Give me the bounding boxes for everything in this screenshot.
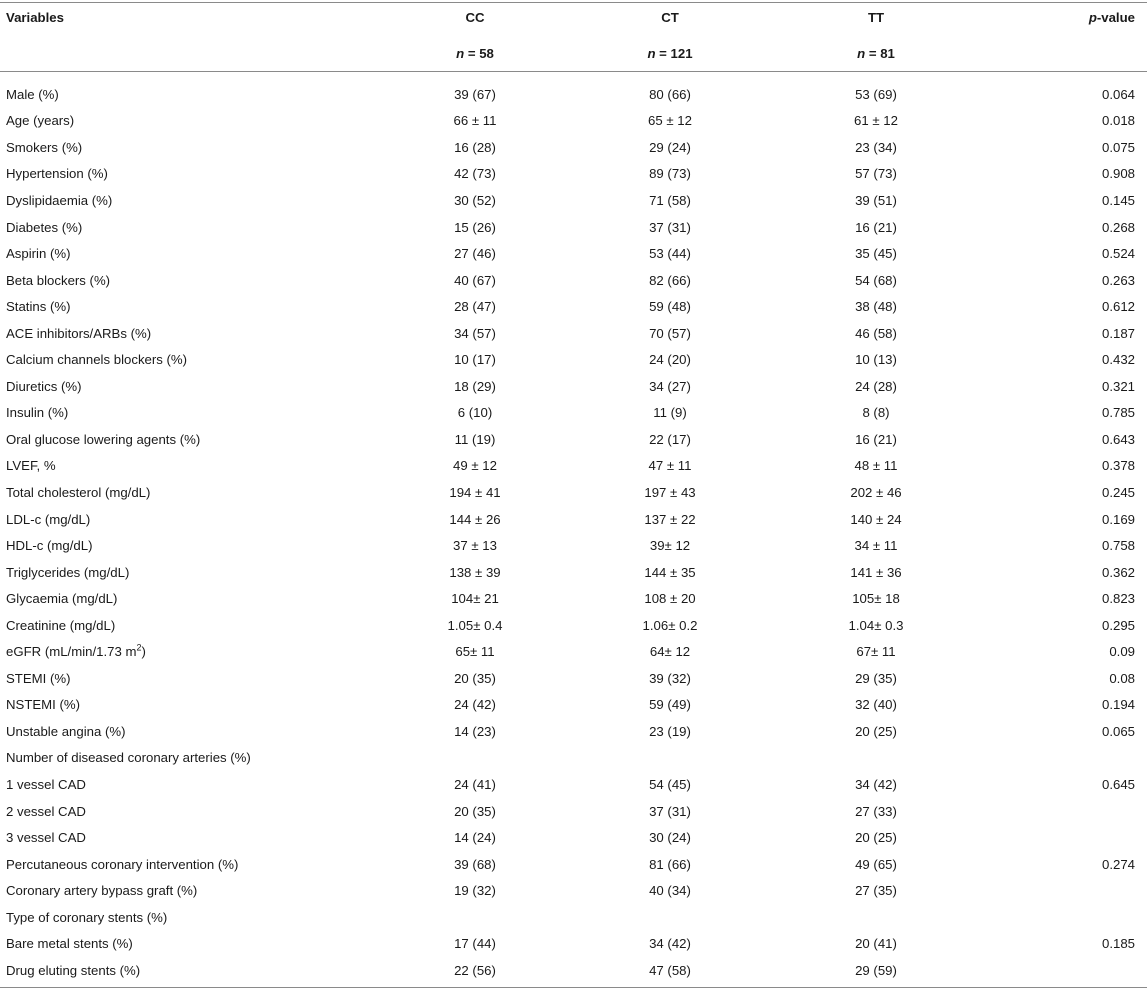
table-header [0, 0, 1147, 72]
variable-cell [0, 506, 385, 533]
ct-value-cell: 30 (24) [649, 830, 691, 846]
table-row [0, 957, 1147, 984]
p-value-cell [977, 957, 1147, 984]
n-symbol: n [456, 46, 465, 61]
variable-label: eGFR (mL/min/1.73 m [6, 644, 137, 660]
p-value-cell [977, 798, 1147, 825]
variable-label: LVEF, % [6, 458, 56, 474]
cc-value-cell: 39 (68) [454, 856, 496, 872]
tt-value-cell: 67± 11 [856, 644, 896, 660]
ct-value-cell: 108 ± 20 [644, 591, 696, 607]
p-value-cell: 0.785 [1101, 405, 1135, 421]
tt-value-cell: 27 (33) [855, 803, 897, 819]
body-spacer [0, 72, 1147, 81]
variable-cell [0, 240, 385, 267]
variable-cell [0, 161, 385, 188]
ct-value-cell: 39± 12 [649, 538, 691, 554]
tt-value-cell: 105± 18 [852, 591, 900, 607]
cc-value-cell [385, 904, 565, 931]
ct-value-cell: 37 (31) [649, 219, 691, 235]
table-row [0, 161, 1147, 188]
cc-value-cell: 6 (10) [457, 405, 493, 421]
variable-label: Dyslipidaemia (%) [6, 192, 113, 208]
cc-value-cell: 104± 21 [451, 591, 499, 607]
cc-value-cell: 20 (35) [454, 670, 496, 686]
table-row [0, 346, 1147, 373]
variable-cell [0, 745, 385, 772]
variable-cell [0, 612, 385, 639]
p-value-cell: 0.169 [1101, 511, 1135, 527]
cc-value-cell: 11 (19) [454, 431, 496, 447]
header-ct-n [565, 42, 775, 72]
cc-value-cell: 24 (41) [454, 776, 496, 792]
ct-value-cell: 89 (73) [649, 166, 691, 182]
variable-label: Smokers (%) [6, 139, 83, 155]
tt-value-cell: 34 ± 11 [854, 538, 898, 554]
p-value-cell: 0.645 [1101, 776, 1135, 792]
p-value-cell: 0.823 [1101, 591, 1135, 607]
table-row [0, 851, 1147, 878]
tt-value-cell: 35 (45) [855, 246, 897, 262]
p-value-cell: 0.194 [1101, 697, 1135, 713]
cc-value-cell: 14 (23) [454, 723, 496, 739]
header-ct: CT [661, 10, 679, 25]
cc-value-cell: 10 (17) [454, 352, 496, 368]
p-value-cell: 0.185 [1101, 936, 1135, 952]
cc-value-cell: 14 (24) [454, 830, 496, 846]
ct-value-cell: 39 (32) [649, 670, 691, 686]
ct-value-cell: 64± 12 [649, 644, 691, 660]
variable-cell [0, 187, 385, 214]
p-value-cell [977, 745, 1147, 772]
variable-label: 2 vessel CAD [6, 803, 86, 819]
table-row [0, 426, 1147, 453]
variable-label: Number of diseased coronary arteries (%) [6, 750, 251, 766]
variable-cell [0, 426, 385, 453]
p-value-cell: 0.08 [1109, 670, 1135, 686]
variable-label: Unstable angina (%) [6, 723, 126, 739]
ct-value-cell [565, 745, 775, 772]
ct-value-cell: 65 ± 12 [648, 113, 692, 129]
variable-label: STEMI (%) [6, 670, 71, 686]
ct-value-cell: 82 (66) [649, 272, 691, 288]
table-bottom-rule [0, 987, 1147, 988]
variable-label: 3 vessel CAD [6, 830, 86, 846]
cc-value-cell: 20 (35) [454, 803, 496, 819]
p-value-cell: 0.758 [1101, 538, 1135, 554]
variable-label: Percutaneous coronary intervention (%) [6, 856, 239, 872]
p-value-cell: 0.018 [1101, 113, 1135, 129]
p-value-cell: 0.268 [1101, 219, 1135, 235]
table-row [0, 638, 1147, 665]
tt-value-cell: 38 (48) [855, 299, 897, 315]
ct-value-cell: 54 (45) [649, 776, 691, 792]
table-row [0, 692, 1147, 719]
n-symbol: n [857, 46, 866, 61]
table-row [0, 877, 1147, 904]
variable-label: Diuretics (%) [6, 378, 82, 394]
tt-value-cell: 20 (25) [855, 830, 897, 846]
variable-cell [0, 771, 385, 798]
p-value-cell: 0.612 [1101, 299, 1135, 315]
tt-n-value: 81 [880, 46, 895, 61]
variable-label: Triglycerides (mg/dL) [6, 564, 130, 580]
p-value-cell: 0.295 [1101, 617, 1135, 633]
tt-value-cell [775, 745, 977, 772]
tt-value-cell: 202 ± 46 [850, 484, 902, 500]
ct-value-cell: 137 ± 22 [644, 511, 696, 527]
cc-value-cell: 30 (52) [454, 192, 496, 208]
tt-value-cell: 32 (40) [855, 697, 897, 713]
tt-value-cell: 1.04± 0.3 [848, 617, 904, 633]
tt-value-cell: 8 (8) [862, 405, 890, 421]
ct-value-cell: 11 (9) [653, 405, 687, 421]
p-value-cell: 0.245 [1101, 484, 1135, 500]
cc-value-cell: 17 (44) [454, 936, 496, 952]
tt-value-cell [775, 904, 977, 931]
variable-label: Bare metal stents (%) [6, 936, 133, 952]
tt-value-cell: 29 (59) [855, 962, 897, 978]
cc-value-cell: 39 (67) [454, 86, 496, 102]
cc-value-cell: 27 (46) [454, 246, 496, 262]
tt-value-cell: 27 (35) [855, 883, 897, 899]
p-value-cell: 0.075 [1101, 139, 1135, 155]
p-value-cell: 0.065 [1101, 723, 1135, 739]
table-row [0, 453, 1147, 480]
p-value-cell: 0.145 [1101, 192, 1135, 208]
p-value-cell: 0.274 [1101, 856, 1135, 872]
cc-value-cell: 49 ± 12 [453, 458, 497, 474]
variable-superscript: 2 [136, 642, 142, 653]
ct-value-cell: 197 ± 43 [644, 484, 696, 500]
cc-value-cell: 16 (28) [454, 139, 496, 155]
variable-label: Creatinine (mg/dL) [6, 617, 116, 633]
cc-value-cell: 42 (73) [454, 166, 496, 182]
variable-cell [0, 214, 385, 241]
tt-value-cell: 10 (13) [855, 352, 897, 368]
variable-label: Total cholesterol (mg/dL) [6, 484, 151, 500]
tt-value-cell: 53 (69) [855, 86, 897, 102]
variable-label: Statins (%) [6, 299, 71, 315]
p-value-cell [977, 877, 1147, 904]
p-value-cell: 0.378 [1101, 458, 1135, 474]
p-value-cell: 0.643 [1101, 431, 1135, 447]
cc-value-cell: 37 ± 13 [453, 538, 497, 554]
ct-value-cell: 144 ± 35 [644, 564, 696, 580]
cc-value-cell: 28 (47) [454, 299, 496, 315]
p-value-cell [977, 824, 1147, 851]
table-row [0, 798, 1147, 825]
tt-value-cell: 29 (35) [855, 670, 897, 686]
table-row [0, 824, 1147, 851]
variable-cell [0, 692, 385, 719]
ct-value-cell: 59 (49) [649, 697, 691, 713]
variable-label: HDL-c (mg/dL) [6, 538, 93, 554]
tt-value-cell: 54 (68) [855, 272, 897, 288]
table-row [0, 665, 1147, 692]
variable-label: LDL-c (mg/dL) [6, 511, 91, 527]
cc-value-cell: 22 (56) [454, 962, 496, 978]
ct-value-cell: 70 (57) [649, 325, 691, 341]
ct-value-cell: 47 (58) [649, 962, 691, 978]
variable-cell [0, 851, 385, 878]
variable-label: 1 vessel CAD [6, 776, 86, 792]
cc-value-cell: 1.05± 0.4 [447, 617, 503, 633]
p-value-cell: 0.362 [1101, 564, 1135, 580]
header-cc-n [385, 42, 565, 72]
p-value-cell: 0.321 [1101, 378, 1135, 394]
cc-value-cell: 144 ± 26 [449, 511, 501, 527]
ct-value-cell: 40 (34) [649, 883, 691, 899]
table-row [0, 240, 1147, 267]
variable-label: Type of coronary stents (%) [6, 909, 168, 925]
tt-value-cell: 46 (58) [855, 325, 897, 341]
table-row [0, 718, 1147, 745]
cc-value-cell: 66 ± 11 [453, 113, 497, 129]
ct-value-cell: 24 (20) [649, 352, 691, 368]
ct-value-cell: 22 (17) [649, 431, 691, 447]
tt-value-cell: 141 ± 36 [850, 564, 902, 580]
variable-label: Aspirin (%) [6, 246, 71, 262]
header-p-value [977, 0, 1147, 42]
table-row [0, 612, 1147, 639]
cc-value-cell: 15 (26) [454, 219, 496, 235]
variable-label-tail: ) [141, 644, 146, 660]
cc-value-cell: 24 (42) [454, 697, 496, 713]
table-row [0, 187, 1147, 214]
tt-value-cell: 16 (21) [855, 219, 897, 235]
variable-cell [0, 638, 385, 665]
tt-value-cell: 48 ± 11 [854, 458, 898, 474]
ct-value-cell [565, 904, 775, 931]
variable-label: Glycaemia (mg/dL) [6, 591, 118, 607]
n-equals: = [464, 46, 480, 61]
ct-value-cell: 80 (66) [649, 86, 691, 102]
ct-value-cell: 81 (66) [649, 856, 691, 872]
table-row [0, 585, 1147, 612]
n-equals: = [655, 46, 671, 61]
ct-value-cell: 53 (44) [649, 246, 691, 262]
table-row [0, 214, 1147, 241]
variable-label: Oral glucose lowering agents (%) [6, 431, 201, 447]
variable-label: ACE inhibitors/ARBs (%) [6, 325, 152, 341]
table-row [0, 745, 1147, 772]
variable-label: Calcium channels blockers (%) [6, 352, 188, 368]
cc-value-cell: 34 (57) [454, 325, 496, 341]
variable-label: Insulin (%) [6, 405, 69, 421]
tt-value-cell: 61 ± 12 [854, 113, 898, 129]
ct-value-cell: 34 (42) [649, 936, 691, 952]
n-equals: = [865, 46, 881, 61]
ct-value-cell: 71 (58) [649, 192, 691, 208]
tt-value-cell: 20 (25) [855, 723, 897, 739]
cc-value-cell: 18 (29) [454, 378, 496, 394]
variable-cell [0, 346, 385, 373]
table-row [0, 479, 1147, 506]
header-tt: TT [867, 10, 885, 25]
cc-value-cell [385, 745, 565, 772]
variable-cell [0, 718, 385, 745]
p-value-cell: 0.524 [1101, 246, 1135, 262]
header-cc: CC [465, 10, 485, 25]
cc-value-cell: 194 ± 41 [449, 484, 501, 500]
tt-value-cell: 140 ± 24 [850, 511, 902, 527]
variable-cell [0, 798, 385, 825]
tt-value-cell: 49 (65) [855, 856, 897, 872]
ct-value-cell: 47 ± 11 [648, 458, 692, 474]
cc-value-cell: 40 (67) [454, 272, 496, 288]
table-body [0, 72, 1147, 984]
header-p-rest: -value [1096, 10, 1135, 25]
p-value-cell: 0.187 [1101, 325, 1135, 341]
p-value-cell: 0.064 [1101, 86, 1135, 102]
tt-value-cell: 23 (34) [855, 139, 897, 155]
variable-cell [0, 373, 385, 400]
variable-cell [0, 957, 385, 984]
cc-n-value: 58 [479, 46, 494, 61]
header-variables: Variables [6, 10, 64, 25]
table-row [0, 320, 1147, 347]
variable-cell [0, 134, 385, 161]
ct-value-cell: 37 (31) [649, 803, 691, 819]
header-counts-blank [0, 42, 385, 72]
table-row [0, 293, 1147, 320]
variable-label: Age (years) [6, 113, 75, 129]
table-row [0, 400, 1147, 427]
header-row-labels [0, 0, 1147, 42]
ct-value-cell: 34 (27) [649, 378, 691, 394]
ct-value-cell: 1.06± 0.2 [642, 617, 698, 633]
variable-cell [0, 293, 385, 320]
tt-value-cell: 39 (51) [855, 192, 897, 208]
variable-label: Male (%) [6, 86, 59, 102]
variable-label: Diabetes (%) [6, 219, 83, 235]
variable-label: Hypertension (%) [6, 166, 108, 182]
variable-cell [0, 453, 385, 480]
header-p-blank [977, 42, 1147, 72]
header-row-counts [0, 42, 1147, 72]
variable-cell [0, 559, 385, 586]
p-value-cell: 0.432 [1101, 352, 1135, 368]
tt-value-cell: 16 (21) [855, 431, 897, 447]
p-value-cell [977, 904, 1147, 931]
variable-cell [0, 532, 385, 559]
table-row [0, 373, 1147, 400]
ct-value-cell: 59 (48) [649, 299, 691, 315]
variable-cell [0, 81, 385, 108]
p-value-cell: 0.263 [1101, 272, 1135, 288]
header-p-italic: p [1088, 10, 1097, 25]
variable-cell [0, 400, 385, 427]
cc-value-cell: 65± 11 [455, 644, 495, 660]
table-row [0, 134, 1147, 161]
table-row [0, 81, 1147, 108]
variable-cell [0, 824, 385, 851]
ct-n-value: 121 [670, 46, 693, 61]
variable-label: Drug eluting stents (%) [6, 962, 141, 978]
table-row [0, 931, 1147, 958]
table-row [0, 108, 1147, 135]
table-row [0, 532, 1147, 559]
variable-cell [0, 267, 385, 294]
tt-value-cell: 34 (42) [855, 776, 897, 792]
p-value-cell: 0.09 [1109, 644, 1135, 660]
table-row [0, 506, 1147, 533]
variable-cell [0, 108, 385, 135]
variable-label: NSTEMI (%) [6, 697, 80, 713]
variable-cell [0, 877, 385, 904]
variable-cell [0, 585, 385, 612]
table-row [0, 267, 1147, 294]
variable-label: Beta blockers (%) [6, 272, 111, 288]
header-tt-n [775, 42, 977, 72]
tt-value-cell: 57 (73) [855, 166, 897, 182]
ct-value-cell: 29 (24) [649, 139, 691, 155]
variable-cell [0, 904, 385, 931]
cc-value-cell: 138 ± 39 [449, 564, 501, 580]
table-row [0, 904, 1147, 931]
variable-cell [0, 665, 385, 692]
p-value-cell: 0.908 [1101, 166, 1135, 182]
variable-cell [0, 931, 385, 958]
ct-value-cell: 23 (19) [649, 723, 691, 739]
n-symbol: n [647, 46, 656, 61]
tt-value-cell: 24 (28) [855, 378, 897, 394]
cc-value-cell: 19 (32) [454, 883, 496, 899]
variable-cell [0, 320, 385, 347]
table-row [0, 771, 1147, 798]
table-row [0, 559, 1147, 586]
tt-value-cell: 20 (41) [855, 936, 897, 952]
variable-label: Coronary artery bypass graft (%) [6, 883, 198, 899]
variable-cell [0, 479, 385, 506]
